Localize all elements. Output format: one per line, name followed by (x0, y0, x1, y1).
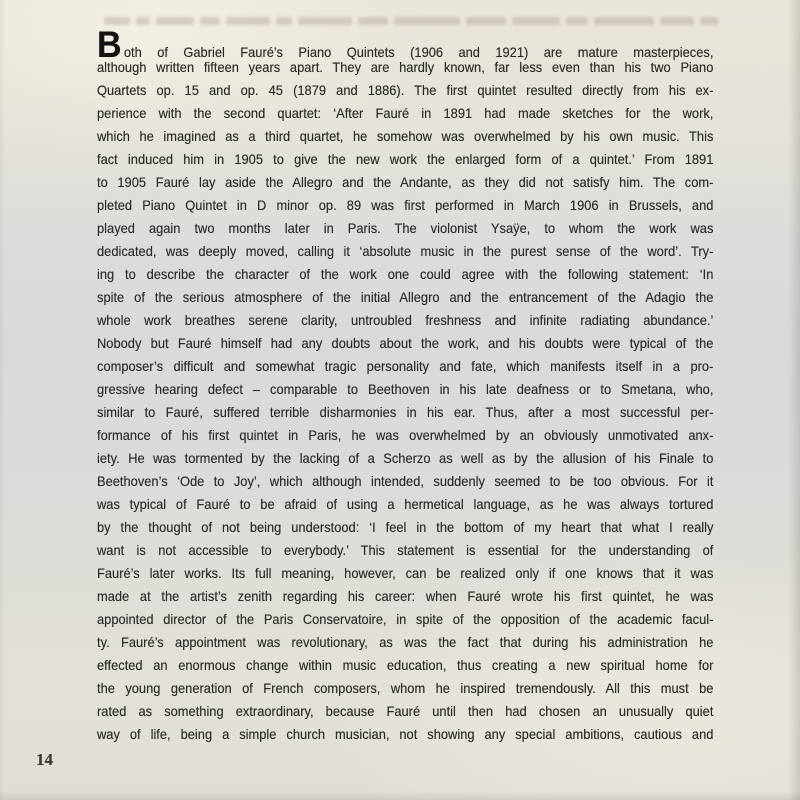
text-line: Nobody but Fauré himself had any doubts about the work, and his doubts were typical of the (97, 335, 714, 351)
text-line: appointed director of the Paris Conservatoire, in spite of the opposition of the academic facul- (97, 611, 714, 627)
text-line: similar to Fauré, suffered terrible disharmonies in his ear. Thus, after a most successful per- (97, 404, 714, 420)
text-line: to 1905 Fauré lay aside the Allegro and the Andante, as they did not satisfy him. The com- (97, 174, 714, 190)
ghost-word (566, 17, 588, 25)
text-line: effected an enormous change within music education, thus creating a new spiritual home for (97, 657, 714, 673)
text-line: composer’s difficult and somewhat tragic personality and fate, which manifests itself in a pro- (97, 358, 714, 374)
ghost-word (226, 17, 270, 25)
ghost-word (466, 17, 506, 25)
text-line: ing to describe the character of the work one could agree with the following statement: ‘In (97, 266, 714, 282)
text-line: rated as something extraordinary, because Fauré until then had chosen an unusually quiet (97, 703, 714, 719)
text-line: dedicated, was deeply moved, calling it ‘absolute music in the purest sense of the word’. Try- (97, 243, 714, 259)
ghost-word (200, 17, 220, 25)
scan-edge-shadow-left (0, 0, 5, 800)
ghost-word (298, 17, 352, 25)
bleed-through-text (104, 15, 718, 27)
text-line: way of life, being a simple church musician, not showing any special ambitions, cautious and (97, 726, 714, 742)
text-line: although written fifteen years apart. They are hardly known, far less even than his two Piano (97, 59, 714, 75)
scan-edge-shadow-bottom (0, 791, 800, 800)
ghost-word (358, 17, 388, 25)
ghost-word (156, 17, 194, 25)
dropcap-initial: B (97, 24, 123, 65)
text-line: ty. Fauré’s appointment was revolutionary, as was the fact that during his administration he (97, 634, 714, 650)
text-line: iety. He was tormented by the lacking of a Scherzo as well as by the allusion of his Finale to (97, 450, 714, 466)
text-line: pleted Piano Quintet in D minor op. 89 was first performed in March 1906 in Brussels, and (97, 197, 714, 213)
ghost-word (394, 17, 460, 25)
scan-edge-shadow-right (788, 0, 800, 800)
text-line-first (97, 24, 714, 65)
text-line: want is not accessible to everybody.’ This statement is essential for the understanding of (97, 542, 714, 558)
text-line: which he imagined as a third quartet, he somehow was overwhelmed by his own music. This (97, 128, 714, 144)
text-line: fact induced him in 1905 to give the new work the enlarged form of a quintet.’ From 1891 (97, 151, 714, 167)
text-line: the young generation of French composers, whom he inspired tremendously. All this must be (97, 680, 714, 696)
text-line: gressive hearing defect – comparable to Beethoven in his late deafness or to Smetana, who, (97, 381, 714, 397)
text-line: made at the artist’s zenith regarding his career: when Fauré wrote his first quintet, he was (97, 588, 714, 604)
text-block (97, 24, 714, 746)
text-line: formance of his first quintet in Paris, he was overwhelmed by an obviously unmotivated anx- (97, 427, 714, 443)
ghost-word (136, 17, 150, 25)
text-line: Fauré’s later works. Its full meaning, however, can be realized only if one knows that it was (97, 565, 714, 581)
text-line: perience with the second quartet: ‘After Fauré in 1891 had made sketches for the work, (97, 105, 714, 121)
text-line: spite of the serious atmosphere of the initial Allegro and the entrancement of the Adagio the (97, 289, 714, 305)
text-line: whole work breathes serene clarity, untroubled freshness and infinite radiating abundance.’ (97, 312, 714, 328)
text-line-content: oth of Gabriel Fauré’s Piano Quintets (1906 and 1921) are mature masterpieces, (123, 44, 714, 60)
text-line: played again two months later in Paris. The violonist Ysaÿe, to whom the work was (97, 220, 714, 236)
ghost-word (276, 17, 292, 25)
ghost-word (512, 17, 560, 25)
ghost-word (700, 17, 718, 25)
ghost-word (594, 17, 654, 25)
text-line: Beethoven’s ‘Ode to Joy’, which although intended, suddenly seemed to be too obvious. For it (97, 473, 714, 489)
ghost-word (660, 17, 694, 25)
text-line: by the thought of not being understood: ‘I feel in the bottom of my heart that what I really (97, 519, 714, 535)
page-number: 14 (36, 750, 53, 769)
text-line: was typical of Fauré to be afraid of using a hermetical language, as he was always tortured (97, 496, 714, 512)
text-line: Quartets op. 15 and op. 45 (1879 and 1886). The first quintet resulted directly from his ex- (97, 82, 714, 98)
